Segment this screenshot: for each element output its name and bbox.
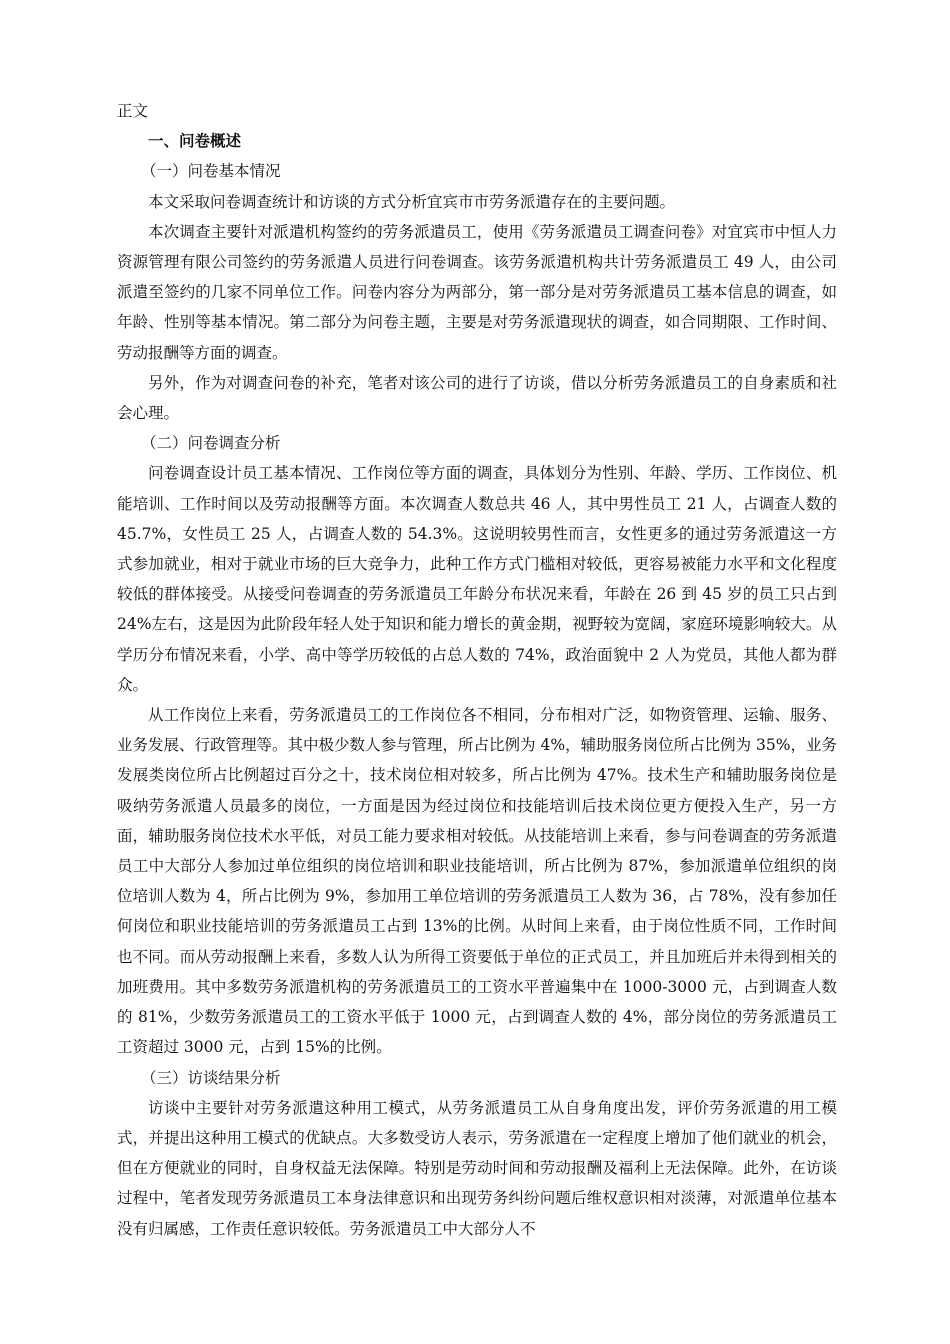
paragraph: 从工作岗位上来看，劳务派遣员工的工作岗位各不相同，分布相对广泛，如物资管理、运输、服务、业务发展、行政管理等。其中极少数人参与管理，所占比例为 4%，辅助服务岗位所占比例为 35%，业务发展类岗位所占比例超过百分之十，技术岗位相对较多，所占比例为 47%。技术生产和辅助服务岗位是吸纳劳务派遣人员最多的岗位，一方面是因为经过岗位和技能培训后技术岗位更方便投入生产，另一方面，辅助服务岗位技术水平低，对员工能力要求相对较低。从技能培训上来看，参与问卷调查的劳务派遣员工中大部分人参加过单位组织的岗位培训和职业技能培训，所占比例为 87%，参加派遣单位组织的岗位培训人数为 4，所占比例为 9%，参加用工单位培训的劳务派遣员工人数为 36，占 78%，没有参加任何岗位和职业技能培训的劳务派遣员工占到 13%的比例。从时间上来看，由于岗位性质不同，工作时间也不同。而从劳动报酬上来看，多数人认为所得工资要低于单位的正式员工，并且加班后并未得到相关的加班费用。其中多数劳务派遣机构的劳务派遣员工的工资水平普遍集中在 1000-3000 元，占到调查人数的 81%，少数劳务派遣员工的工资水平低于 1000 元，占到调查人数的 4%，部分岗位的劳务派遣员工工资超过 3000 元，占到 15%的比例。 — [117, 706, 837, 1057]
paragraph: 本文采取问卷调查统计和访谈的方式分析宜宾市市劳务派遣存在的主要问题。 — [148, 192, 676, 211]
paragraph: 另外，作为对调查问卷的补充，笔者对该公司的进行了访谈，借以分析劳务派遣员工的自身素质和社会心理。 — [117, 373, 837, 423]
document-body — [117, 96, 837, 1244]
section-label: 正文 — [117, 102, 149, 120]
paragraph: 问卷调查设计员工基本情况、工作岗位等方面的调查，具体划分为性别、年龄、学历、工作岗位、机能培训、工作时间以及劳动报酬等方面。本次调查人数总共 46 人，其中男性员工 21 人，占调查人数的 45.7%，女性员工 25 人，占调查人数的 54.3%。这说明较男性而言，女性更多的通过劳务派遣这一方式参加就业，相对于就业市场的巨大竞争力，此种工作方式门槛相对较低，更容易被能力水平和文化程度较低的群体接受。从接受问卷调查的劳务派遣员工年龄分布状况来看，年龄在 26 到 45 岁的员工只占到 24%左右，这是因为此阶段年轻人处于知识和能力增长的黄金期，视野较为宽阔，家庭环境影响较大。从学历分布情况来看，小学、高中等学历较低的占总人数的 74%，政治面貌中 2 人为党员，其他人都为群众。 — [117, 464, 837, 694]
paragraph: 本次调查主要针对派遣机构签约的劳务派遣员工，使用《劳务派遣员工调查问卷》对宜宾市中恒人力资源管理有限公司签约的劳务派遣人员进行问卷调查。该劳务派遣机构共计劳务派遣员工 49 人，由公司派遣至签约的几家不同单位工作。问卷内容分为两部分，第一部分是对劳务派遣员工基本信息的调查，如年龄、性别等基本情况。第二部分为问卷主题，主要是对劳务派遣现状的调查，如合同期限、工作时间、劳动报酬等方面的调查。 — [117, 222, 837, 362]
subheading-interview-analysis: （三）访谈结果分析 — [141, 1068, 281, 1087]
paragraph: 访谈中主要针对劳务派遣这种用工模式，从劳务派遣员工从自身角度出发，评价劳务派遣的用工模式，并提出这种用工模式的优缺点。大多数受访人表示，劳务派遣在一定程度上增加了他们就业的机会，但在方便就业的同时，自身权益无法保障。特别是劳动时间和劳动报酬及福利上无法保障。此外，在访谈过程中，笔者发现劳务派遣员工本身法律意识和出现劳务纠纷问题后维权意识相对淡薄，对派遣单位基本没有归属感，工作责任意识较低。劳务派遣员工中大部分人不 — [117, 1098, 837, 1238]
subheading-basic-info: （一）问卷基本情况 — [141, 162, 281, 181]
heading-questionnaire-overview: 一、问卷概述 — [148, 131, 242, 151]
subheading-survey-analysis: （二）问卷调查分析 — [141, 434, 281, 453]
